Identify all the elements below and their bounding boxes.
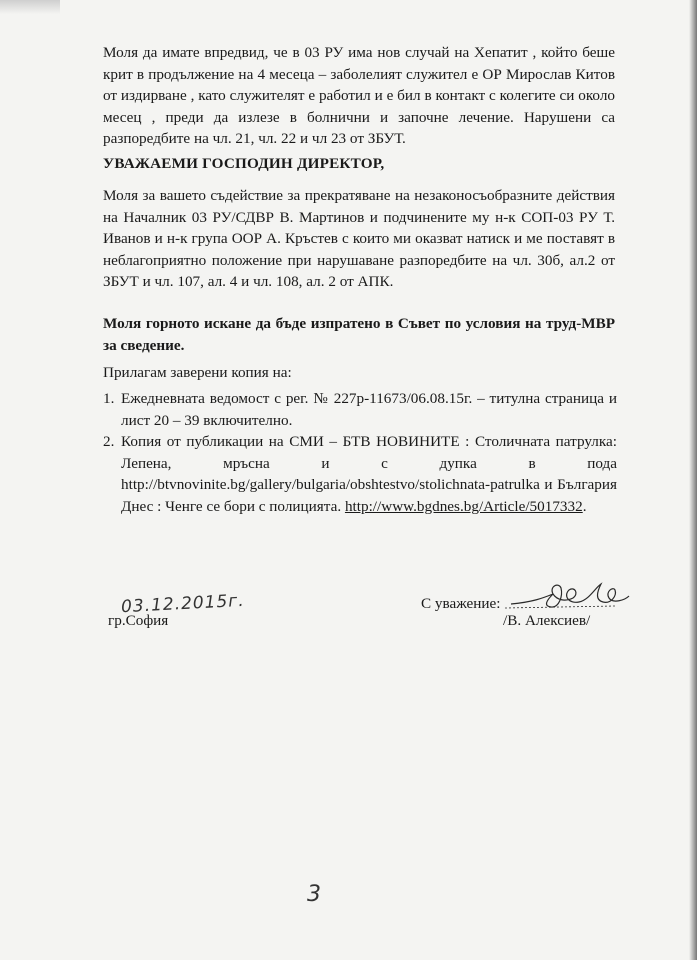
paragraph-forward-text: Моля горното искане да бъде изпратено в Съвет по условия на труд-МВР за сведение. — [103, 315, 615, 354]
salutation-heading: УВАЖАЕМИ ГОСПОДИН ДИРЕКТОР, — [103, 155, 385, 172]
paragraph-hepatitis-text: Моля да имате впредвид, че в 03 РУ има нов случай на Хепатит , който беше крит в продължение на 4 месеца – заболелият служител е ОР Мирослав Китов от издирване , като служителят е работил и е бил в контакт с колегите си около месец , преди да излезе в болнични и започне лечение. Нарушени са разпоредбите на чл. 21, чл. 22 и чл 23 от ЗБУТ. — [103, 44, 615, 148]
signature-icon — [503, 574, 633, 616]
paragraph-attach — [103, 362, 615, 384]
article-link[interactable]: http://www.bgdnes.bg/Article/5017332 — [344, 497, 583, 515]
page-number: 3 — [307, 882, 321, 907]
place-label: гр.София — [108, 612, 169, 629]
list-item-text: Ежедневната ведомост с рег. № 227р-11673/06.08.15г. – титулна страница и лист 20 – 39 включително. — [121, 390, 617, 429]
list-item — [103, 431, 617, 517]
paragraph-forward — [103, 313, 615, 356]
paragraph-request-text: Моля за вашето съдействие за прекратяване на незаконосъобразните действия на Началник 03 РУ/СДВР В. Мартинов и подчинените му н-к СОП-03 РУ Т. Иванов и н-к група ООР А. Кръстев с които ми оказват натиск и ме поставят в неблагоприятно положение при нарушаване разпоредбите на чл. 30б, ал.2 от ЗБУТ и чл. 107, ал. 4 и чл. 108, ал. 2 от АПК. — [103, 187, 615, 291]
list-item-number: 1. — [103, 390, 115, 407]
scan-corner-shadow — [0, 0, 60, 14]
regards-label: С уважение: — [421, 595, 501, 612]
paragraph-request — [103, 185, 615, 293]
list-item-number: 2. — [103, 433, 115, 451]
list-item-text: Копия от публикации на СМИ – БТВ НОВИНИТЕ : Столичната патрулка: Лепена, мръсна и с дупка в пода http://btvnovinite.bg/gallery/bulgaria/obshtestvo/stolichnata-patrulka и България Днес : Ченге се бори с полицията. — [121, 433, 617, 515]
scan-edge-shadow — [689, 0, 697, 960]
paragraph-attach-text: Прилагам заверени копия на: — [103, 364, 292, 381]
list-item-period: . — [582, 497, 587, 515]
list-item — [103, 388, 617, 431]
handwritten-date: 03.12.2015г. — [120, 590, 246, 618]
signer-name: /В. Алексиев/ — [503, 612, 591, 629]
attachments-list — [103, 388, 617, 518]
paragraph-hepatitis — [103, 42, 615, 150]
